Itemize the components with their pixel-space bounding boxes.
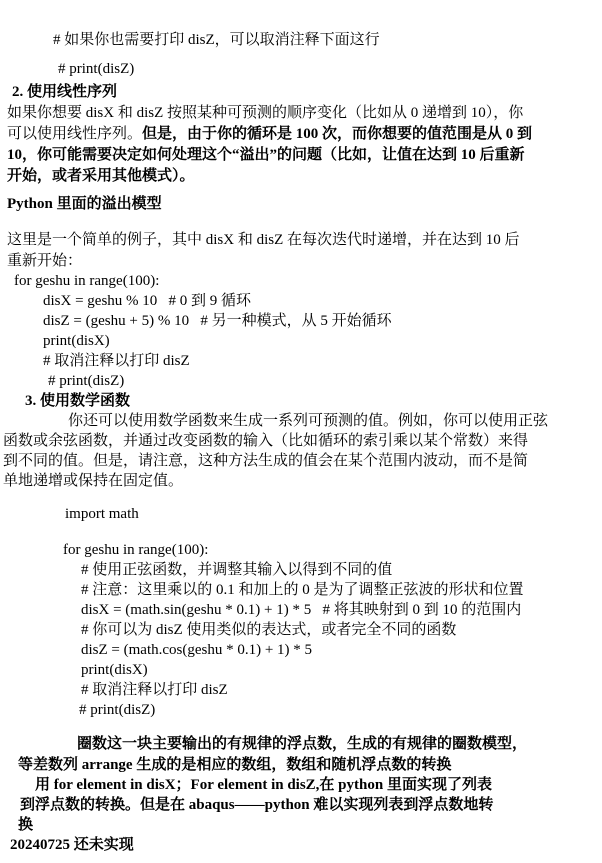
summary-line-3 (0, 775, 602, 795)
para-math-line-3 (0, 451, 602, 471)
para-math-line-1-text: 你还可以使用数学函数来生成一系列可预测的值。例如，你可以使用正弦 (68, 413, 549, 429)
code-for-loop-2-text: for geshu in range(100): (63, 542, 209, 558)
code-disz-cos-text: disZ = (math.cos(geshu * 0.1) + 1) * 5 (81, 642, 313, 658)
code-comment-uncomment-2 (0, 680, 602, 700)
code-for-loop-2 (0, 540, 602, 560)
para-math-line-3-text: 到不同的值。但是，请注意，这种方法生成的值会在某个范围内波动，而不是简 (3, 453, 529, 469)
heading-section-3-math-functions (0, 391, 602, 411)
code-print-disz-commented-1 (0, 59, 602, 79)
summary-date-note-text: 20240725 还未实现 (10, 837, 134, 853)
heading-section-2-linear-sequence (0, 82, 602, 102)
code-print-disx-1-text: print(disX) (43, 333, 110, 349)
para-math-line-1 (0, 411, 602, 431)
code-import-math (0, 504, 602, 524)
summary-line-4-text: 到浮点数的转换。但是在 abaqus——python 难以实现列表到浮点数地转 (20, 797, 494, 813)
heading-section-2-linear-sequence-text: 2. 使用线性序列 (12, 84, 118, 100)
code-print-disx-2-text: print(disX) (81, 662, 148, 678)
para-example-intro-line-1-text: 这里是一个简单的例子，其中 disX 和 disZ 在每次迭代时递增，并在达到 10 后 (7, 232, 520, 248)
para-linear-seq-line-2 (0, 124, 602, 144)
summary-line-2 (0, 755, 602, 775)
summary-line-4 (0, 795, 602, 815)
para-linear-seq-line-3 (0, 145, 602, 165)
summary-date-note (0, 835, 602, 855)
summary-line-5 (0, 815, 602, 835)
code-print-disz-commented-3 (0, 700, 602, 720)
code-import-math-text: import math (65, 506, 139, 522)
para-linear-seq-line-1-text: 如果你想要 disX 和 disZ 按照某种可预测的顺序变化（比如从 0 递增到 10），你 (7, 105, 524, 121)
code-for-loop-1 (0, 271, 602, 291)
heading-section-3-math-functions-text: 3. 使用数学函数 (25, 393, 131, 409)
para-math-line-4-text: 单地递增或保持在固定值。 (3, 473, 184, 489)
para-example-intro-line-2-text: 重新开始： (7, 253, 83, 269)
heading-python-overflow-model-text: Python 里面的溢出模型 (7, 196, 162, 212)
code-comment-adjust-note-text: # 注意：这里乘以的 0.1 和加上的 0 是为了调整正弦波的形状和位置 (81, 582, 524, 598)
code-comment-sine-text: # 使用正弦函数，并调整其输入以得到不同的值 (81, 562, 393, 578)
code-print-disz-commented-3-text: # print(disZ) (79, 702, 156, 718)
para-linear-seq-line-1 (0, 103, 602, 123)
para-math-line-4 (0, 471, 602, 491)
code-disx-mod-text: disX = geshu % 10 # 0 到 9 循环 (43, 293, 252, 309)
code-disz-mod-text: disZ = (geshu + 5) % 10 # 另一种模式，从 5 开始循环 (43, 313, 392, 329)
code-for-loop-1-text: for geshu in range(100): (14, 273, 160, 289)
summary-line-1-text: 圈数这一块主要输出的有规律的浮点数，生成的有规律的圈数模型， (77, 736, 528, 752)
code-disz-cos (0, 640, 602, 660)
code-comment-adjust-note (0, 580, 602, 600)
summary-line-1 (0, 734, 602, 754)
code-disx-sin (0, 600, 602, 620)
para-linear-seq-line-2-text: 可以使用线性序列。 (7, 126, 143, 142)
code-print-disz-commented-2 (0, 371, 602, 391)
summary-line-5-text: 换 (18, 817, 34, 833)
code-disz-mod (0, 311, 602, 331)
summary-line-2-text: 等差数列 arrange 生成的是相应的数组，数组和随机浮点数的转换 (18, 757, 452, 773)
code-comment-uncomment-1-text: # 取消注释以打印 disZ (43, 353, 190, 369)
para-linear-seq-line-4 (0, 166, 602, 186)
code-comment-print-disz-note (0, 30, 602, 50)
code-print-disz-commented-2-text: # print(disZ) (48, 373, 125, 389)
code-comment-disz-expr-text: # 你可以为 disZ 使用类似的表达式，或者完全不同的函数 (81, 622, 457, 638)
para-example-intro-line-1 (0, 230, 602, 250)
document-body (0, 30, 602, 855)
para-linear-seq-line-3-text: 10，你可能需要决定如何处理这个“溢出”的问题（比如，让值在达到 10 后重新 (7, 147, 525, 163)
summary-line-3-text: 用 for element in disX；For element in disZ,在 python 里面实现了列表 (35, 777, 492, 793)
code-disx-mod (0, 291, 602, 311)
code-print-disx-1 (0, 331, 602, 351)
code-print-disz-commented-1-text: # print(disZ) (58, 61, 135, 77)
code-disx-sin-text: disX = (math.sin(geshu * 0.1) + 1) * 5 # 将其映射到 0 到 10 的范围内 (81, 602, 522, 618)
para-example-intro-line-2 (0, 251, 602, 271)
para-math-line-2 (0, 431, 602, 451)
code-print-disx-2 (0, 660, 602, 680)
code-comment-uncomment-1 (0, 351, 602, 371)
code-comment-disz-expr (0, 620, 602, 640)
para-math-line-2-text: 函数或余弦函数，并通过改变函数的输入（比如循环的索引乘以某个常数）来得 (3, 433, 529, 449)
code-comment-uncomment-2-text: # 取消注释以打印 disZ (81, 682, 228, 698)
code-comment-print-disz-note-text: # 如果你也需要打印 disZ，可以取消注释下面这行 (53, 32, 380, 48)
heading-python-overflow-model (0, 194, 602, 214)
para-linear-seq-line-4-text: 开始，或者采用其他模式）。 (7, 168, 195, 184)
code-comment-sine (0, 560, 602, 580)
para-linear-seq-line-2-text: 但是，由于你的循环是 100 次，而你想要的值范围是从 0 到 (142, 126, 533, 142)
